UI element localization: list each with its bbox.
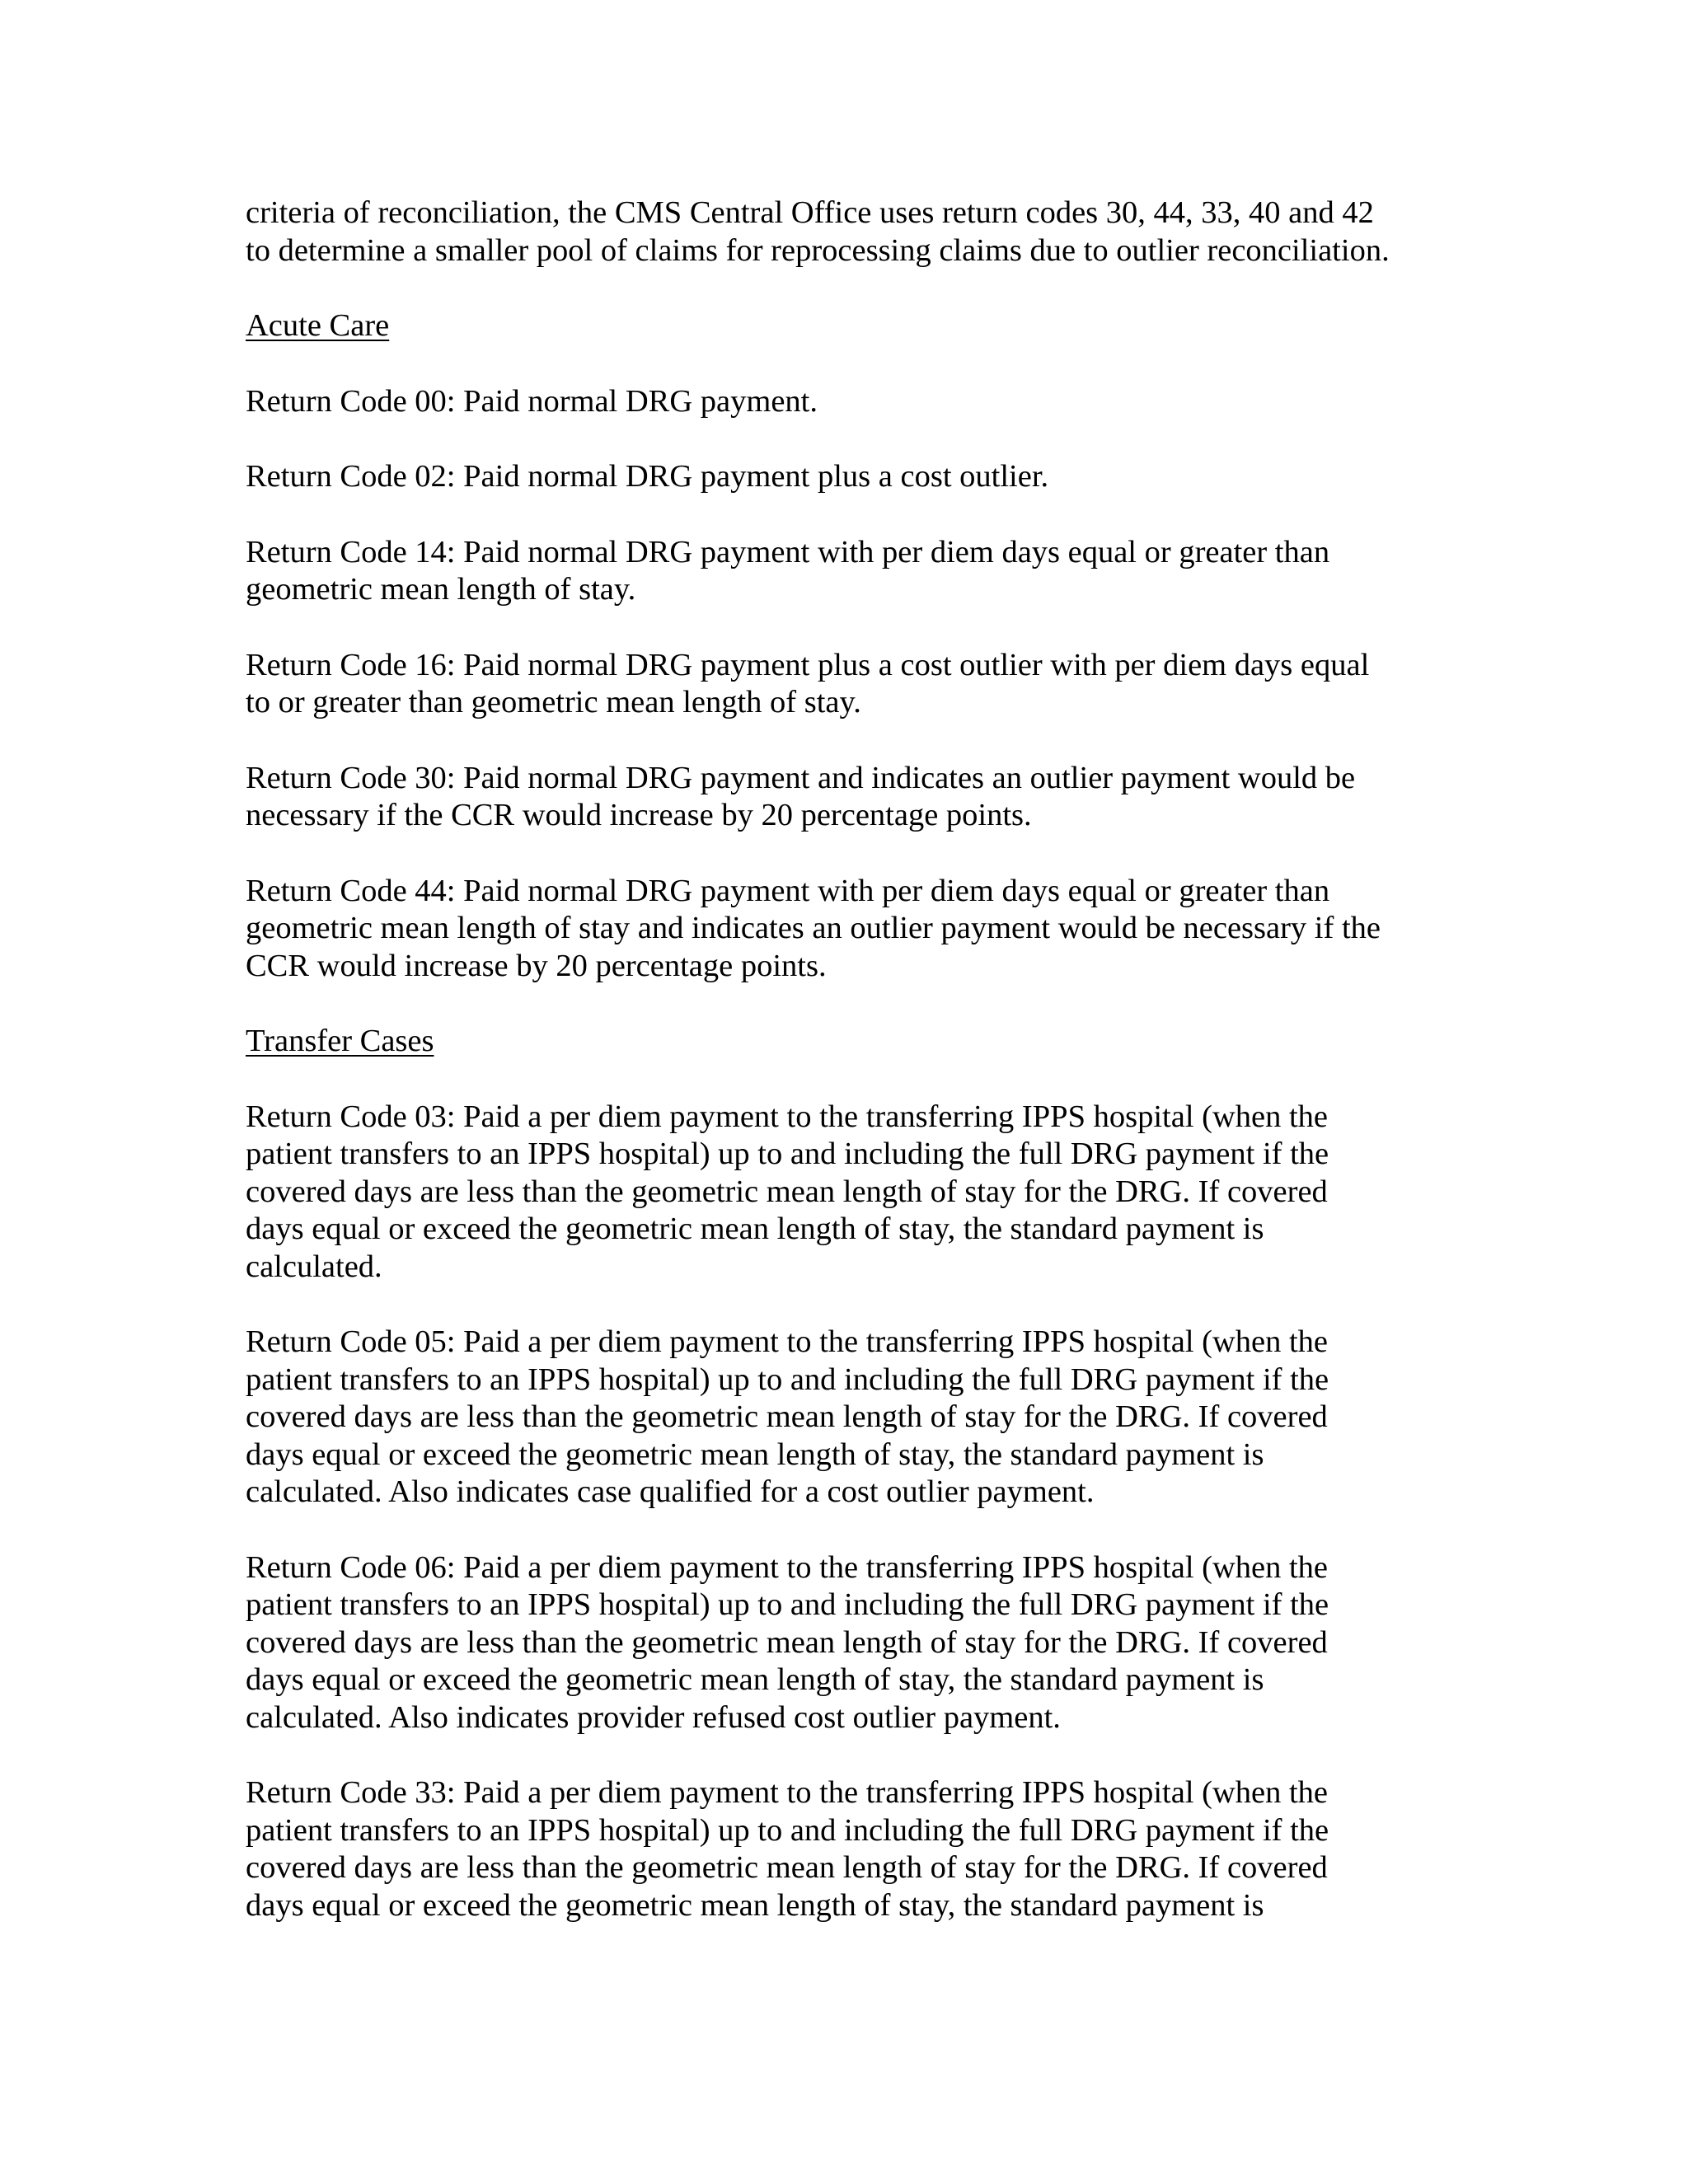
section-heading-transfer-cases: Transfer Cases xyxy=(246,1024,434,1058)
return-code-33-paragraph: Return Code 33: Paid a per diem payment to the transferring IPPS hospital (when the patient transfers to an IPPS hospital) up to and including the full DRG payment if the covered days are less than the geometric mean length of stay for the DRG. If covered days equal or exceed the geometric mean length of stay, the standard payment is xyxy=(246,1775,1329,1923)
return-code-14-paragraph: Return Code 14: Paid normal DRG payment with per diem days equal or greater than geometric mean length of stay. xyxy=(246,534,1330,607)
return-code-44-paragraph: Return Code 44: Paid normal DRG payment with per diem days equal or greater than geometric mean length of stay and indicates an outlier payment would be necessary if the CCR would increase by 20 percentage points. xyxy=(246,873,1381,983)
return-code-06-paragraph: Return Code 06: Paid a per diem payment to the transferring IPPS hospital (when the patient transfers to an IPPS hospital) up to and including the full DRG payment if the covered days are less than the geometric mean length of stay for the DRG. If covered days equal or exceed the geometric mean length of stay, the standard payment is calculated. Also indicates provider refused cost outlier payment. xyxy=(246,1549,1329,1735)
return-code-16-paragraph: Return Code 16: Paid normal DRG payment plus a cost outlier with per diem days equal to or greater than geometric mean length of stay. xyxy=(246,647,1370,719)
document-body xyxy=(246,194,1449,1962)
return-code-00-paragraph: Return Code 00: Paid normal DRG payment. xyxy=(246,383,818,419)
return-code-03-paragraph: Return Code 03: Paid a per diem payment to the transferring IPPS hospital (when the patient transfers to an IPPS hospital) up to and including the full DRG payment if the covered days are less than the geometric mean length of stay for the DRG. If covered days equal or exceed the geometric mean length of stay, the standard payment is calculated. xyxy=(246,1099,1329,1284)
intro-paragraph: criteria of reconciliation, the CMS Central Office uses return codes 30, 44, 33, 40 and 42 to determine a smaller pool of claims for reprocessing claims due to outlier reconciliation. xyxy=(246,195,1390,268)
return-code-05-paragraph: Return Code 05: Paid a per diem payment to the transferring IPPS hospital (when the patient transfers to an IPPS hospital) up to and including the full DRG payment if the covered days are less than the geometric mean length of stay for the DRG. If covered days equal or exceed the geometric mean length of stay, the standard payment is calculated. Also indicates case qualified for a cost outlier payment. xyxy=(246,1324,1329,1509)
return-code-30-paragraph: Return Code 30: Paid normal DRG payment and indicates an outlier payment would be necessary if the CCR would increase by 20 percentage points. xyxy=(246,760,1356,832)
section-heading-acute-care: Acute Care xyxy=(246,308,390,343)
return-code-02-paragraph: Return Code 02: Paid normal DRG payment plus a cost outlier. xyxy=(246,459,1049,494)
